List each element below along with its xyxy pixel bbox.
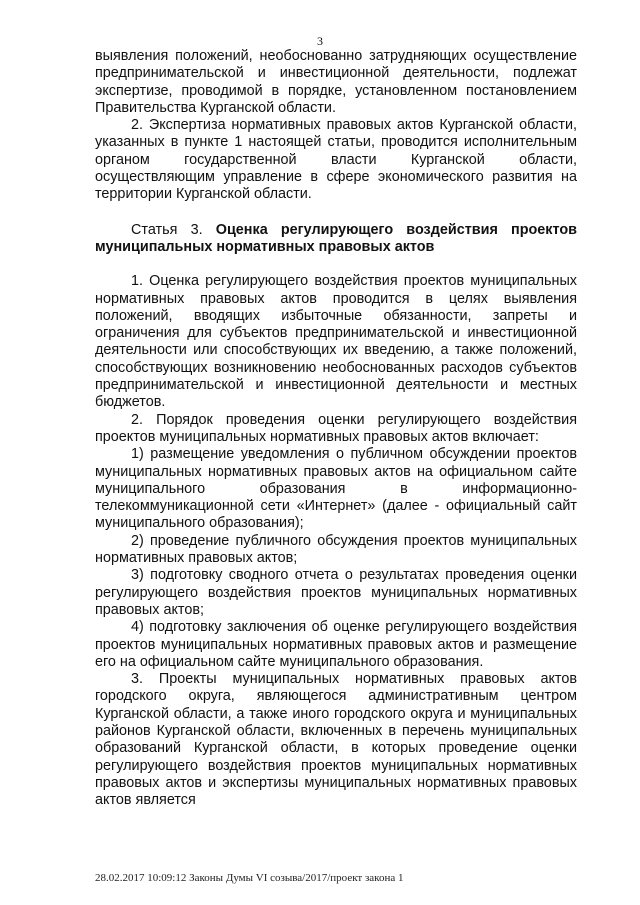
article-title: Оценка регулирующего воздействия проектов муниципальных нормативных правовых актов <box>95 221 577 255</box>
list-item: 1) размещение уведомления о публичном обсуждении проектов муниципальных нормативных правовых актов на официальном сайте муниципального образования в информационно-телекоммуникационной сети «Интернет» (далее - официальный сайт муниципального образования); <box>95 446 577 532</box>
paragraph: выявления положений, необоснованно затрудняющих осуществление предпринимательской и инвестиционной деятельности, подлежат экспертизе, проводимой в порядке, установленном постановлением Правительства Курганской области. <box>95 48 577 116</box>
list-item: 3) подготовку сводного отчета о результатах проведения оценки регулирующего воздействия проектов муниципальных нормативных правовых актов; <box>95 567 577 618</box>
article-number: Статья 3. <box>131 221 216 238</box>
list-item: 2) проведение публичного обсуждения проектов муниципальных нормативных правовых актов; <box>95 532 577 567</box>
footer-stamp: 28.02.2017 10:09:12 Законы Думы VI созыва/2017/проект закона 1 <box>95 872 404 884</box>
article-heading <box>95 222 577 257</box>
paragraph: 3. Проекты муниципальных нормативных правовых актов городского округа, являющегося административным центром Курганской области, а также иного городского округа и муниципальных районов Курганской области, включенных в перечень муниципальных образований Курганской области, в которых проведение оценки регулирующего воздействия проектов муниципальных нормативных правовых актов и экспертизы муниципальных нормативных правовых актов является <box>95 671 577 809</box>
spacer <box>95 256 577 273</box>
paragraph: 1. Оценка регулирующего воздействия проектов муниципальных нормативных правовых актов проводится в целях выявления положений, вводящих избыточные обязанности, запреты и ограничения для субъектов предпринимательской и инвестиционной деятельности или способствующих их введению, а также положений, способствующих возникновению необоснованных расходов субъектов предпринимательской и инвестиционной деятельности и местных бюджетов. <box>95 273 577 411</box>
paragraph: 2. Экспертиза нормативных правовых актов Курганской области, указанных в пункте 1 настоящей статьи, проводится исполнительным органом государственной власти Курганской области, осуществляющим управление в сфере экономического развития на территории Курганской области. <box>95 117 577 203</box>
list-item: 4) подготовку заключения об оценке регулирующего воздействия проектов муниципальных нормативных правовых актов и размещение его на официальном сайте муниципального образования. <box>95 619 577 670</box>
spacer <box>95 204 577 222</box>
page-number: 3 <box>317 34 323 48</box>
paragraph: 2. Порядок проведения оценки регулирующего воздействия проектов муниципальных нормативных правовых актов включает: <box>95 411 577 445</box>
document-body <box>95 48 577 809</box>
